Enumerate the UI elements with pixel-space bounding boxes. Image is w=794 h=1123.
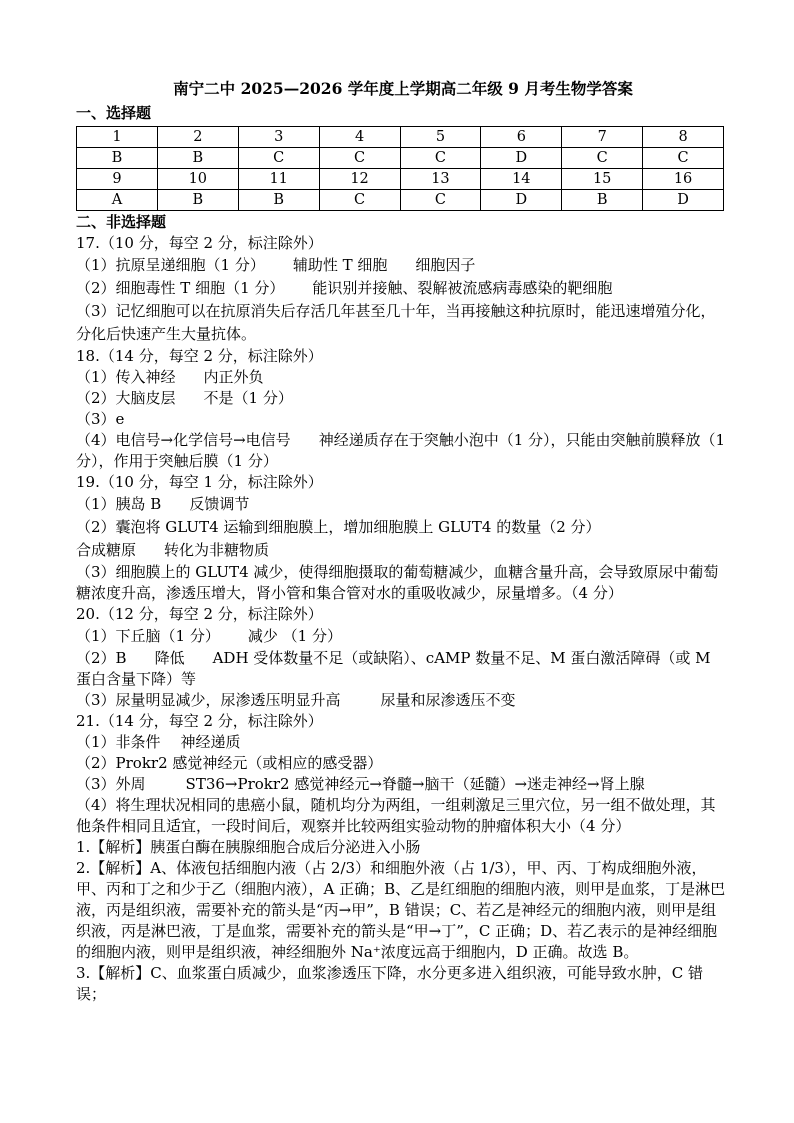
q18-part4 — [76, 430, 726, 472]
question-number-cell: 1 — [77, 127, 158, 148]
q20-heading: 20.（12 分，每空 2 分，标注除外） — [76, 605, 323, 623]
question-number-cell: 5 — [400, 127, 481, 148]
q17-1-b: 辅助性 T 细胞 — [292, 256, 388, 274]
answer-cell: D — [481, 148, 562, 169]
answer-cell: B — [562, 190, 643, 211]
explanation-2: 2.【解析】A、体液包括细胞内液（占 2/3）和细胞外液（占 1/3），甲、丙、丁构成细胞外液，甲、丙和丁之和少于乙（细胞内液），A 正确；B、乙是红细胞的细胞内液，则甲是血浆，丁是淋巴液，丙是组织液，需要补充的箭头是“丙→甲”，B 错误；C、若乙是神经元的细胞内液，则甲是组织液，丙是淋巴液，丁是血浆，需要补充的箭头是“甲→丁”，C 正确；D、若乙表示的是神经细胞的细胞内液，则甲是组织液，神经细胞外 Na⁺浓度远高于细胞内，D 正确。故选 B。 — [76, 859, 726, 961]
q21-3-b: ST36→Prokr2 感觉神经元→脊髓→脑干（延髓）→迷走神经→肾上腺 — [185, 775, 645, 793]
q18-2-b: 不是（1 分） — [203, 389, 293, 407]
q18-1-a: （1）传入神经 — [76, 368, 176, 386]
q18-4-b: 神经递质存在于突触小泡中（1 分），只能由突触前膜释放（1 分），作用于突触后膜（1 分） — [76, 431, 726, 470]
answer-cell: A — [77, 190, 158, 211]
q20-1-a: （1）下丘脑（1 分） — [76, 627, 220, 645]
q19-1-b: 反馈调节 — [189, 495, 250, 513]
q18-4-a: （4）电信号→化学信号→电信号 — [76, 431, 291, 449]
q19-part2: （2）囊泡将 GLUT4 运输到细胞膜上，增加细胞膜上 GLUT4 的数量（2 分） — [76, 518, 601, 536]
q21-part4: （4）将生理状况相同的患癌小鼠，随机均分为两组，一组刺激足三里穴位，另一组不做处理，其他条件相同且适宜，一段时间后，观察并比较两组实验动物的肿瘤体积大小（4 分） — [76, 796, 716, 835]
q21-3-a: （3）外周 — [76, 775, 146, 793]
answer-row — [77, 190, 724, 211]
page-title: 南宁二中 2025—2026 学年度上学期高二年级 9 月考生物学答案 — [173, 79, 633, 98]
q18-part2 — [76, 388, 726, 409]
question-number-cell: 10 — [157, 169, 238, 190]
question-number-cell: 11 — [238, 169, 319, 190]
q21-1-a: （1）非条件 — [76, 733, 161, 751]
q20-3-b: 尿量和尿渗透压不变 — [380, 691, 516, 709]
question-number-cell: 12 — [319, 169, 400, 190]
q21-part1 — [76, 732, 726, 753]
question-number-row — [77, 127, 724, 148]
question-number-cell: 4 — [319, 127, 400, 148]
q21-part3 — [76, 774, 726, 795]
answer-cell: D — [643, 190, 724, 211]
q17-part2 — [76, 277, 726, 300]
explanation-1: 1.【解析】胰蛋白酶在胰腺细胞合成后分泌进入小肠 — [76, 838, 421, 856]
question-number-cell: 8 — [643, 127, 724, 148]
answer-cell: C — [319, 148, 400, 169]
q20-2-a: （2）B — [76, 649, 127, 667]
answer-cell: B — [238, 190, 319, 211]
q18-2-a: （2）大脑皮层 — [76, 389, 176, 407]
q19-2-c: 合成糖原 — [76, 541, 137, 559]
question-number-cell: 7 — [562, 127, 643, 148]
question-number-cell: 14 — [481, 169, 562, 190]
q19-part2-cont — [76, 539, 726, 562]
q19-heading: 19.（10 分，每空 1 分，标注除外） — [76, 473, 323, 491]
question-number-cell: 2 — [157, 127, 238, 148]
q20-2-c: ADH 受体数量不足（或缺陷）、cAMP 数量不足、M 蛋白激活障碍（或 M 蛋白含量下降）等 — [76, 649, 711, 688]
q17-2-b: 能识别并接触、裂解被流感病毒感染的靶细胞 — [312, 279, 613, 297]
q20-3-a: （3）尿量明显减少，尿渗透压明显升高 — [76, 691, 341, 709]
answer-cell: D — [481, 190, 562, 211]
q19-1-a: （1）胰岛 B — [76, 495, 162, 513]
answer-table — [76, 126, 724, 211]
question-number-cell: 9 — [77, 169, 158, 190]
question-number-cell: 3 — [238, 127, 319, 148]
q19-part3: （3）细胞膜上的 GLUT4 减少，使得细胞摄取的葡萄糖减少，血糖含量升高，会导致原尿中葡萄糖浓度升高，渗透压增大，肾小管和集合管对水的重吸收减少，尿量增多。（4 分） — [76, 563, 719, 602]
q21-part2: （2）Prokr2 感觉神经元（或相应的感受器） — [76, 754, 383, 772]
answer-cell: B — [77, 148, 158, 169]
answer-row — [77, 148, 724, 169]
q20-part1 — [76, 625, 726, 648]
q21-1-b: 神经递质 — [180, 733, 241, 751]
answer-cell: B — [157, 148, 238, 169]
q20-part3 — [76, 690, 726, 711]
q20-part2 — [76, 648, 726, 690]
question-number-row — [77, 169, 724, 190]
q18-part3: （3）e — [76, 410, 125, 428]
section-multiple-choice-heading: 一、选择题 — [76, 104, 152, 122]
q17-2-a: （2）细胞毒性 T 细胞（1 分） — [76, 279, 285, 297]
answer-page — [76, 78, 726, 1005]
q19-part1 — [76, 493, 726, 516]
q18-part1 — [76, 367, 726, 388]
question-number-cell: 6 — [481, 127, 562, 148]
question-number-cell: 15 — [562, 169, 643, 190]
question-number-cell: 16 — [643, 169, 724, 190]
answer-cell: C — [238, 148, 319, 169]
q17-1-a: （1）抗原呈递细胞（1 分） — [76, 256, 265, 274]
q17-part3: （3）记忆细胞可以在抗原消失后存活几年甚至几十年，当再接触这种抗原时，能迅速增殖分化，分化后快速产生大量抗体。 — [76, 302, 716, 343]
q17-heading: 17.（10 分，每空 2 分，标注除外） — [76, 234, 323, 252]
answer-cell: B — [157, 190, 238, 211]
explanation-3: 3.【解析】C、血浆蛋白质减少，血浆渗透压下降，水分更多进入组织液，可能导致水肿，C 错误； — [76, 964, 704, 1003]
q18-1-b: 内正外负 — [203, 368, 264, 386]
answer-cell: C — [400, 148, 481, 169]
q20-1-b: 减少 （1 分） — [247, 627, 342, 645]
q20-2-b: 降低 — [154, 649, 185, 667]
q21-heading: 21.（14 分，每空 2 分，标注除外） — [76, 712, 323, 730]
answer-cell: C — [400, 190, 481, 211]
q17-part1 — [76, 254, 726, 277]
q19-2-d: 转化为非糖物质 — [164, 541, 270, 559]
answer-cell: C — [643, 148, 724, 169]
q17-1-c: 细胞因子 — [415, 256, 476, 274]
answer-cell: C — [319, 190, 400, 211]
section-non-choice-heading: 二、非选择题 — [76, 213, 167, 231]
question-number-cell: 13 — [400, 169, 481, 190]
answer-cell: C — [562, 148, 643, 169]
q18-heading: 18.（14 分，每空 2 分，标注除外） — [76, 347, 323, 365]
